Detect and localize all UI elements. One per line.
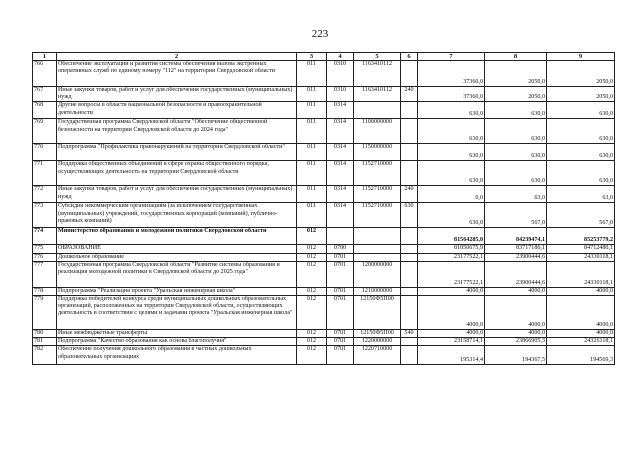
column-header: 6: [401, 53, 418, 61]
amount-col-7: 37360,0: [418, 87, 485, 102]
amount-col-8: 63,0: [485, 186, 547, 203]
amount-col-7: 4000,0: [418, 330, 485, 338]
amount-col-8: 23900444,6: [485, 253, 547, 261]
row-number: 776: [33, 253, 57, 261]
amount-col-8: 23866905,3: [485, 338, 547, 346]
section-code: 0701: [327, 253, 354, 261]
expense-type-code: [401, 119, 418, 144]
row-number: 778: [33, 287, 57, 295]
section-code: 0310: [327, 61, 354, 87]
amount-col-8: 84239474,1: [485, 228, 547, 245]
target-article-code: 1220000000: [354, 338, 401, 346]
expense-type-code: [401, 346, 418, 365]
table-header-row: [33, 53, 615, 61]
section-code: 0314: [327, 203, 354, 228]
row-number: 773: [33, 203, 57, 228]
target-article-code: 12150Ф5П00: [354, 330, 401, 338]
amount-col-9: 194569,3: [547, 346, 615, 365]
table-row: [33, 87, 615, 102]
row-name: Подпрограмма "Профилактика правонарушений на территории Свердловской области": [57, 144, 297, 161]
amount-col-9: 567,0: [547, 203, 615, 228]
row-name: Иные межбюджетные трансферты: [57, 330, 297, 338]
budget-table: [32, 52, 615, 365]
target-article-code: 1152710000: [354, 161, 401, 186]
amount-col-9: 4000,0: [547, 296, 615, 330]
amount-col-9: 24330118,1: [547, 253, 615, 261]
amount-col-9: 4000,0: [547, 330, 615, 338]
amount-col-9: 2050,0: [547, 61, 615, 87]
target-article-code: 1200000000: [354, 261, 401, 287]
target-article-code: 1152710000: [354, 203, 401, 228]
amount-col-7: 4000,0: [418, 296, 485, 330]
row-number: 766: [33, 61, 57, 87]
expense-type-code: [401, 245, 418, 253]
admin-code: 012: [297, 296, 327, 330]
row-number: 770: [33, 144, 57, 161]
expense-type-code: [401, 161, 418, 186]
target-article-code: 1100000000: [354, 119, 401, 144]
row-number: 781: [33, 338, 57, 346]
target-article-code: 12150Ф5П00: [354, 296, 401, 330]
target-article-code: 1152710000: [354, 186, 401, 203]
amount-col-7: 630,0: [418, 119, 485, 144]
amount-col-8: 630,0: [485, 102, 547, 119]
row-name: Министерство образования и молодежной политики Свердловской области: [57, 228, 297, 245]
amount-col-8: 4000,0: [485, 330, 547, 338]
amount-col-7: 195314,4: [418, 346, 485, 365]
section-code: 0701: [327, 330, 354, 338]
row-number: 774: [33, 228, 57, 245]
table-row: [33, 287, 615, 295]
target-article-code: 1150000000: [354, 144, 401, 161]
column-header: 9: [547, 53, 615, 61]
amount-col-8: 23900444,6: [485, 261, 547, 287]
section-code: 0314: [327, 144, 354, 161]
table-row: [33, 228, 615, 245]
expense-type-code: [401, 61, 418, 87]
column-header: 7: [418, 53, 485, 61]
row-name: Иные закупки товаров, работ и услуг для обеспечения государственных (муниципальных) нужд: [57, 186, 297, 203]
table-row: [33, 186, 615, 203]
target-article-code: 1220710000: [354, 346, 401, 365]
table-row: [33, 119, 615, 144]
column-header: 4: [327, 53, 354, 61]
expense-type-code: [401, 102, 418, 119]
admin-code: 012: [297, 338, 327, 346]
admin-code: 011: [297, 119, 327, 144]
target-article-code: [354, 228, 401, 245]
expense-type-code: [401, 338, 418, 346]
row-name: Подпрограмма "Реализация проекта "Уральская инженерная школа": [57, 287, 297, 295]
row-name: Другие вопросы в области национальной безопасности и правоохранительной деятельности: [57, 102, 297, 119]
column-header: 1: [33, 53, 57, 61]
amount-col-9: 630,0: [547, 161, 615, 186]
amount-col-9: 24326118,1: [547, 338, 615, 346]
admin-code: 011: [297, 161, 327, 186]
amount-col-7: 4000,0: [418, 287, 485, 295]
column-header: 8: [485, 53, 547, 61]
amount-col-9: 4000,0: [547, 287, 615, 295]
expense-type-code: [401, 144, 418, 161]
table-row: [33, 245, 615, 253]
expense-type-code: 240: [401, 87, 418, 102]
amount-col-8: 630,0: [485, 161, 547, 186]
amount-col-8: 630,0: [485, 119, 547, 144]
amount-col-8: 630,0: [485, 144, 547, 161]
amount-col-9: 84712480,1: [547, 245, 615, 253]
amount-col-9: 85253779,2: [547, 228, 615, 245]
admin-code: 012: [297, 261, 327, 287]
expense-type-code: [401, 253, 418, 261]
row-name: Иные закупки товаров, работ и услуг для обеспечения государственных (муниципальных) нужд: [57, 87, 297, 102]
table-row: [33, 330, 615, 338]
table-row: [33, 61, 615, 87]
row-name: Субсидии некоммерческим организациям (за исключением государственных (муниципальных) учреждений, государственных корпораций (компаний), публично-правовых компаний): [57, 203, 297, 228]
target-article-code: [354, 253, 401, 261]
expense-type-code: 630: [401, 203, 418, 228]
table-row: [33, 203, 615, 228]
target-article-code: 1210000000: [354, 287, 401, 295]
section-code: 0314: [327, 119, 354, 144]
table-row: [33, 102, 615, 119]
amount-col-8: 4000,0: [485, 296, 547, 330]
amount-col-7: 23177522,1: [418, 261, 485, 287]
admin-code: 012: [297, 346, 327, 365]
amount-col-8: 4000,0: [485, 287, 547, 295]
section-code: 0701: [327, 346, 354, 365]
row-name: Обеспечение получения дошкольного образования в частных дошкольных образовательных организациях: [57, 346, 297, 365]
amount-col-9: 2050,0: [547, 87, 615, 102]
section-code: 0701: [327, 296, 354, 330]
page-number: 223: [311, 28, 329, 40]
row-number: 768: [33, 102, 57, 119]
amount-col-9: 63,0: [547, 186, 615, 203]
target-article-code: [354, 245, 401, 253]
admin-code: 011: [297, 87, 327, 102]
row-number: 767: [33, 87, 57, 102]
row-number: 777: [33, 261, 57, 287]
amount-col-9: 24330118,1: [547, 261, 615, 287]
table-row: [33, 296, 615, 330]
admin-code: 012: [297, 253, 327, 261]
expense-type-code: [401, 228, 418, 245]
row-number: 771: [33, 161, 57, 186]
amount-col-7: 630,0: [418, 203, 485, 228]
expense-type-code: 240: [401, 186, 418, 203]
admin-code: 012: [297, 245, 327, 253]
row-name: ОБРАЗОВАНИЕ: [57, 245, 297, 253]
amount-col-7: 630,0: [418, 144, 485, 161]
amount-col-9: 630,0: [547, 102, 615, 119]
section-code: 0310: [327, 87, 354, 102]
row-number: 775: [33, 245, 57, 253]
admin-code: 011: [297, 61, 327, 87]
amount-col-7: 630,0: [418, 102, 485, 119]
admin-code: 012: [297, 287, 327, 295]
row-name: Поддержка победителей конкурса среди муниципальных дошкольных образовательных организаций, расположенных на территории Свердловской области, осуществляющих деятельность в соответствии с целями и задачами проекта "Уральская инженерная школа": [57, 296, 297, 330]
row-name: Государственная программа Свердловской области "Развитие системы образования и реализация молодежной политики в Свердловской области до 2025 года": [57, 261, 297, 287]
row-name: Поддержка общественных объединений в сфере охраны общественного порядка, осуществляющих деятельность на территории Свердловской области: [57, 161, 297, 186]
amount-col-7: 81050675,9: [418, 245, 485, 253]
row-number: 780: [33, 330, 57, 338]
amount-col-7: 37360,0: [418, 61, 485, 87]
section-code: 0700: [327, 245, 354, 253]
amount-col-7: 81564285,0: [418, 228, 485, 245]
target-article-code: 1163410112: [354, 87, 401, 102]
amount-col-7: 23158714,1: [418, 338, 485, 346]
table-row: [33, 144, 615, 161]
section-code: 0314: [327, 186, 354, 203]
amount-col-9: 630,0: [547, 119, 615, 144]
amount-col-8: 567,0: [485, 203, 547, 228]
section-code: 0701: [327, 338, 354, 346]
amount-col-7: 630,0: [418, 161, 485, 186]
row-name: Государственная программа Свердловской области "Обеспечение общественной безопасности на территории Свердловской области до 2024 года": [57, 119, 297, 144]
table-row: [33, 338, 615, 346]
section-code: 0701: [327, 261, 354, 287]
column-header: 5: [354, 53, 401, 61]
target-article-code: [354, 102, 401, 119]
admin-code: 011: [297, 203, 327, 228]
table-row: [33, 346, 615, 365]
column-header: 3: [297, 53, 327, 61]
row-name: Дошкольное образование: [57, 253, 297, 261]
expense-type-code: [401, 261, 418, 287]
row-number: 772: [33, 186, 57, 203]
row-number: 769: [33, 119, 57, 144]
expense-type-code: 540: [401, 330, 418, 338]
admin-code: 012: [297, 228, 327, 245]
section-code: [327, 228, 354, 245]
section-code: 0701: [327, 287, 354, 295]
admin-code: 011: [297, 186, 327, 203]
expense-type-code: [401, 296, 418, 330]
amount-col-8: 83717186,1: [485, 245, 547, 253]
row-number: 782: [33, 346, 57, 365]
admin-code: 012: [297, 330, 327, 338]
expense-type-code: [401, 287, 418, 295]
table-row: [33, 161, 615, 186]
amount-col-9: 630,0: [547, 144, 615, 161]
column-header: 2: [57, 53, 297, 61]
amount-col-7: 23177522,1: [418, 253, 485, 261]
admin-code: 011: [297, 144, 327, 161]
section-code: 0314: [327, 102, 354, 119]
admin-code: 011: [297, 102, 327, 119]
amount-col-8: 194367,5: [485, 346, 547, 365]
row-name: Обеспечение эксплуатации и развития системы обеспечения вызова экстренных оперативных служб по единому номеру "112" на территории Свердловской области: [57, 61, 297, 87]
table-row: [33, 261, 615, 287]
row-number: 779: [33, 296, 57, 330]
amount-col-8: 2050,0: [485, 61, 547, 87]
target-article-code: 1163410112: [354, 61, 401, 87]
amount-col-7: 0,0: [418, 186, 485, 203]
amount-col-8: 2050,0: [485, 87, 547, 102]
table-row: [33, 253, 615, 261]
section-code: 0314: [327, 161, 354, 186]
row-name: Подпрограмма "Качество образования как основа благополучия": [57, 338, 297, 346]
